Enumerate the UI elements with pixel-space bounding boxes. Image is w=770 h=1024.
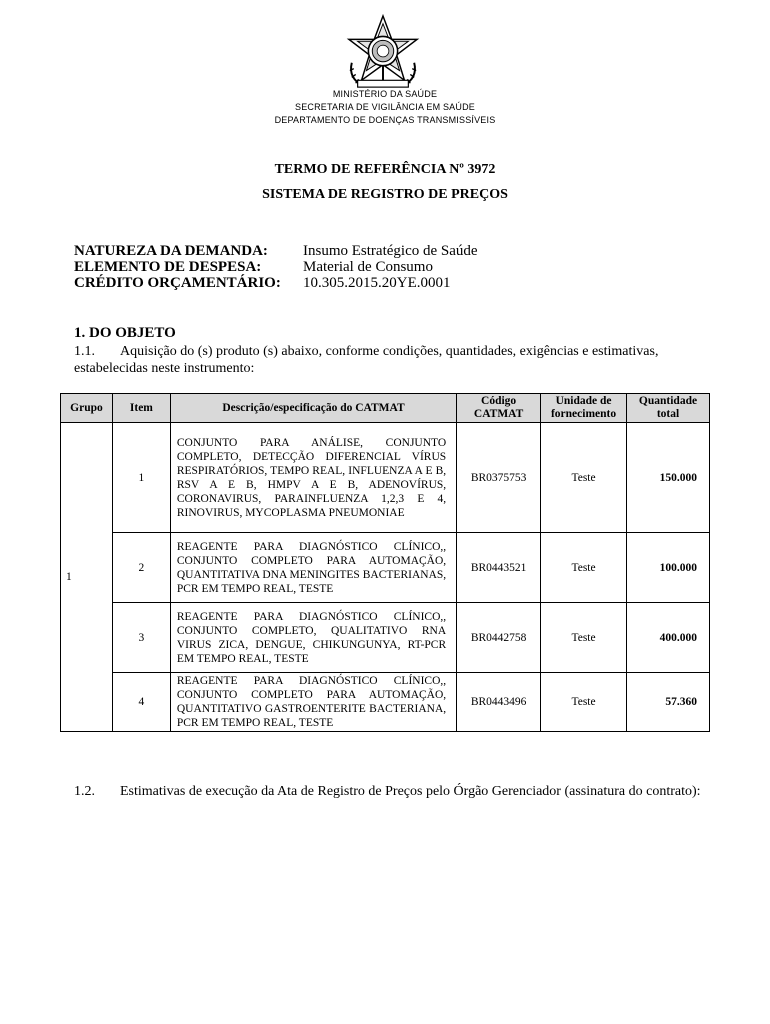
paragraph-number: 1.1. xyxy=(74,344,95,359)
info-row-elemento xyxy=(74,259,478,275)
header-descricao: Descrição/especificação do CATMAT xyxy=(170,394,456,423)
quantity-cell: 400.000 xyxy=(627,603,710,673)
paragraph-text: Aquisição do (s) produto (s) abaixo, conforme condições, quantidades, exigências e estimativas, estabelecidas neste instrumento: xyxy=(74,344,659,376)
item-cell: 3 xyxy=(112,603,170,673)
catmat-table xyxy=(60,393,710,732)
unit-cell: Teste xyxy=(541,673,627,732)
info-label: ELEMENTO DE DESPESA: xyxy=(74,259,262,275)
group-cell: 1 xyxy=(61,423,113,732)
quantity-cell: 150.000 xyxy=(627,423,710,533)
code-cell: BR0443496 xyxy=(457,673,541,732)
info-label: NATUREZA DA DEMANDA: xyxy=(74,243,268,259)
description-cell: REAGENTE PARA DIAGNÓSTICO CLÍNICO,, CONJUNTO COMPLETO PARA AUTOMAÇÃO, QUANTITATIVO GASTROENTERITE BACTERIANA, PCR EM TEMPO REAL, TESTE xyxy=(170,673,456,732)
header-item: Item xyxy=(112,394,170,423)
quantity-cell: 100.000 xyxy=(627,533,710,603)
section-heading: 1. DO OBJETO xyxy=(74,325,176,341)
paragraph-number: 1.2. xyxy=(74,784,95,799)
paragraph-1-1 xyxy=(74,343,710,377)
unit-cell: Teste xyxy=(541,533,627,603)
table-row xyxy=(61,603,710,673)
secretariat-line: SECRETARIA DE VIGILÂNCIA EM SAÚDE xyxy=(295,102,475,112)
header-grupo: Grupo xyxy=(61,394,113,423)
info-label: CRÉDITO ORÇAMENTÁRIO: xyxy=(74,275,281,291)
table-row xyxy=(61,533,710,603)
document-title: TERMO DE REFERÊNCIA Nº 3972 xyxy=(274,162,496,177)
header-quantidade: Quantidade total xyxy=(627,394,710,423)
info-value: 10.305.2015.20YE.0001 xyxy=(303,275,451,291)
code-cell: BR0375753 xyxy=(457,423,541,533)
code-cell: BR0442758 xyxy=(457,603,541,673)
description-cell: REAGENTE PARA DIAGNÓSTICO CLÍNICO,, CONJUNTO COMPLETO PARA AUTOMAÇÃO, QUANTITATIVA DNA MENINGITES BACTERIANAS, PCR EM TEMPO REAL, TESTE xyxy=(170,533,456,603)
item-cell: 4 xyxy=(112,673,170,732)
quantity-cell: 57.360 xyxy=(627,673,710,732)
table-row xyxy=(61,673,710,732)
info-value: Material de Consumo xyxy=(303,259,433,275)
info-row-credito xyxy=(74,275,478,291)
paragraph-text: Estimativas de execução da Ata de Registro de Preços pelo Órgão Gerenciador (assinatura do contrato): xyxy=(120,784,701,799)
info-value: Insumo Estratégico de Saúde xyxy=(303,243,478,259)
item-cell: 2 xyxy=(112,533,170,603)
description-cell: CONJUNTO PARA ANÁLISE, CONJUNTO COMPLETO, DETECÇÃO DIFERENCIAL VÍRUS RESPIRATÓRIOS, TEMPO REAL, INFLUENZA A E B, RSV A E B, HMPV A E B, ADENOVÍRUS, CORONAVIRUS, PARAINFLUENZA 1,2,3 E 4, RINOVIRUS, MYCOPLASMA PNEUMONIAE xyxy=(170,423,456,533)
info-row-natureza xyxy=(74,243,478,259)
info-block xyxy=(74,243,478,291)
item-cell: 1 xyxy=(112,423,170,533)
coat-of-arms-icon xyxy=(344,14,422,92)
description-cell: REAGENTE PARA DIAGNÓSTICO CLÍNICO,, CONJUNTO COMPLETO, QUALITATIVO RNA VIRUS ZICA, DENGUE, CHIKUNGUNYA, RT-PCR EM TEMPO REAL, TESTE xyxy=(170,603,456,673)
header-codigo: Código CATMAT xyxy=(457,394,541,423)
document-subtitle: SISTEMA DE REGISTRO DE PREÇOS xyxy=(262,187,508,202)
code-cell: BR0443521 xyxy=(457,533,541,603)
unit-cell: Teste xyxy=(541,423,627,533)
header-unidade: Unidade de fornecimento xyxy=(541,394,627,423)
paragraph-1-2 xyxy=(74,777,714,807)
department-line: DEPARTAMENTO DE DOENÇAS TRANSMISSÍVEIS xyxy=(274,115,496,125)
ministry-line: MINISTÉRIO DA SAÚDE xyxy=(332,89,438,99)
unit-cell: Teste xyxy=(541,603,627,673)
table-row xyxy=(61,423,710,533)
table-header-row xyxy=(61,394,710,423)
